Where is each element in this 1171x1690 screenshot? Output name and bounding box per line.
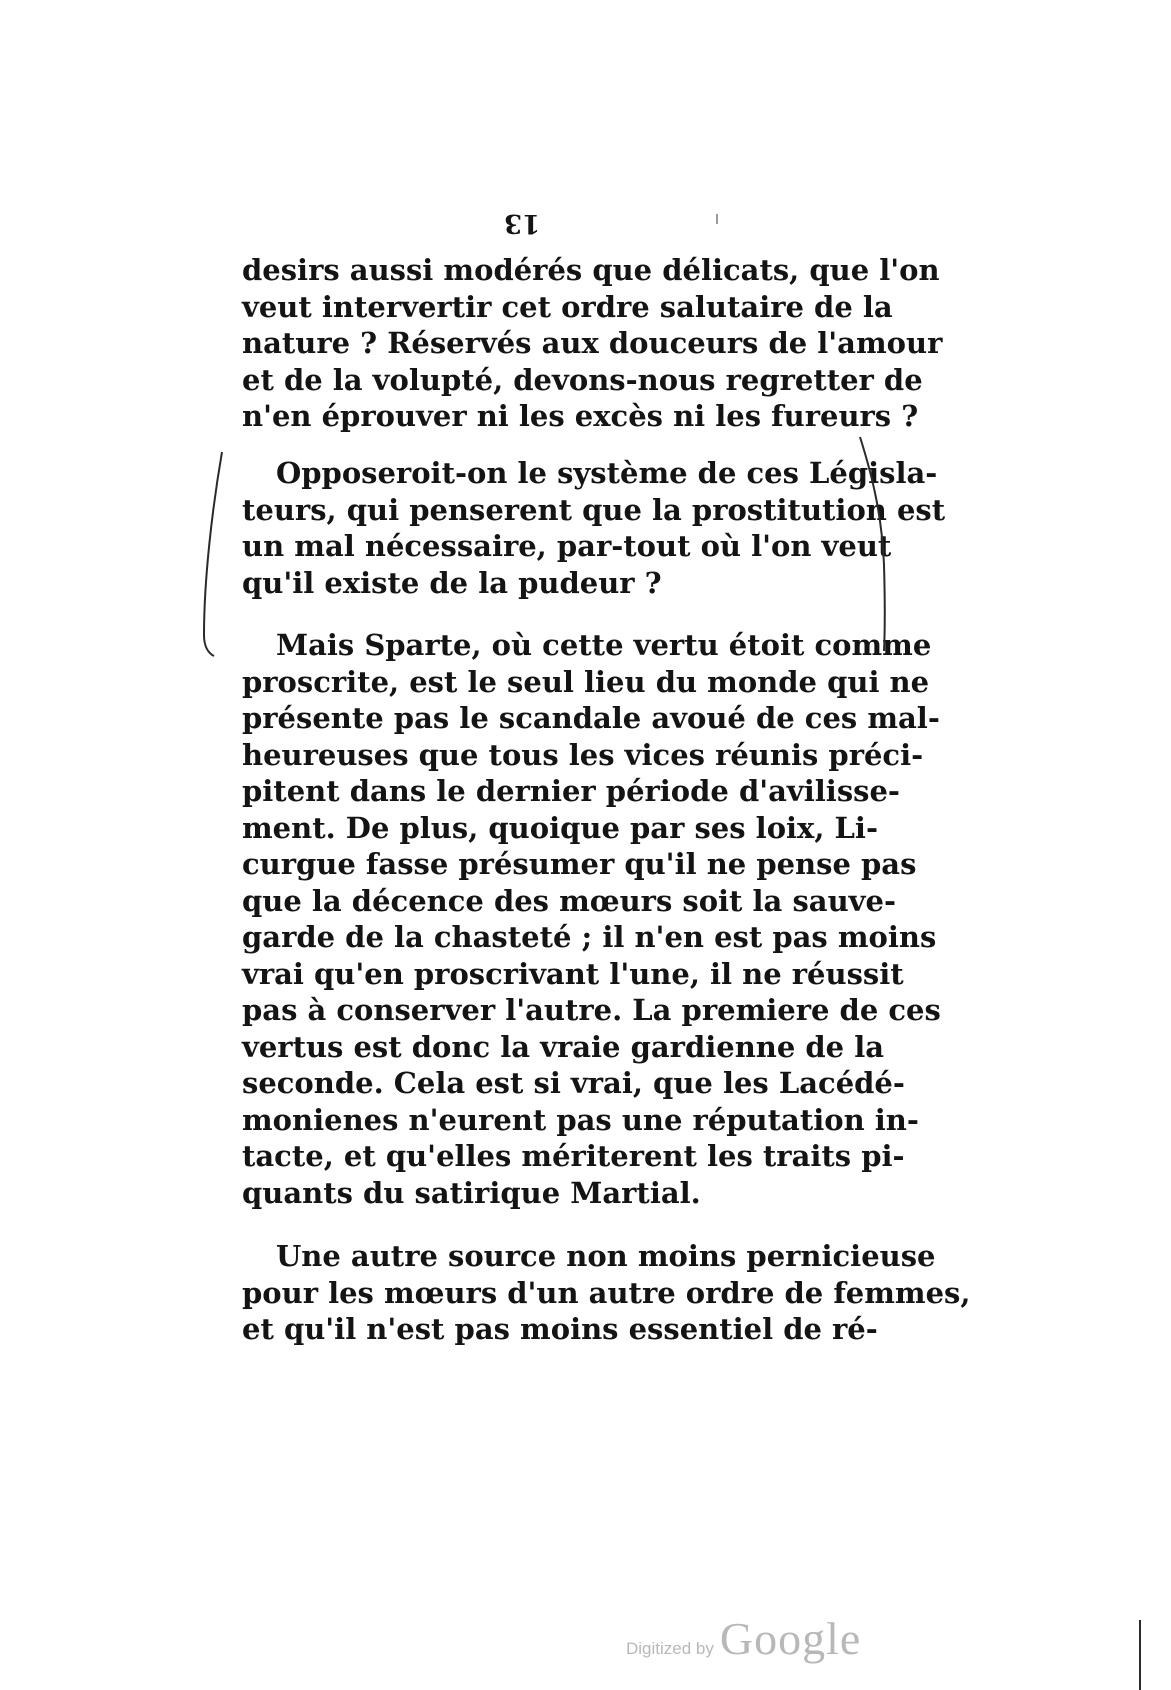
text-line: Opposeroit-on le système de ces Législa- [276, 456, 938, 490]
text-line: qu'il existe de la pudeur ? [242, 565, 662, 600]
text-line: un mal nécessaire, par-tout où l'on veut [242, 529, 892, 563]
text-line: Mais Sparte, où cette vertu étoit comme [276, 628, 932, 662]
text-line: quants du satirique Martial. [242, 1175, 701, 1210]
text-line: ment. De plus, quoique par ses loix, Li- [242, 810, 878, 845]
paragraph-3 [242, 627, 941, 1211]
digitized-by-watermark [626, 1612, 861, 1665]
text-line: et qu'il n'est pas moins essentiel de ré- [242, 1312, 878, 1346]
page-number: 13 [504, 208, 541, 238]
text-line: proscrite, est le seul lieu du monde qui ne [242, 664, 930, 699]
text-line: teurs, qui penserent que la prostitution est [242, 492, 946, 527]
text-line: desirs aussi modérés que délicats, que l'on [242, 253, 940, 287]
right-margin-bracket [858, 435, 888, 655]
text-line: Une autre source non moins pernicieuse [276, 1239, 936, 1273]
paragraph-2 [242, 455, 946, 601]
text-line: tacte, et qu'elles mériterent les traits pi- [242, 1139, 905, 1173]
text-line: seconde. Cela est si vrai, que les Lacédé- [242, 1066, 905, 1100]
text-line: présente pas le scandale avoué de ces mal- [242, 701, 940, 735]
paragraph-4 [242, 1238, 971, 1348]
text-line: et de la volupté, devons-nous regretter de [242, 362, 923, 397]
text-line: curgue fasse présumer qu'il ne pense pas [242, 847, 917, 881]
text-line: vrai qu'en proscrivant l'une, il ne réussit [242, 956, 904, 991]
text-line: pas à conserver l'autre. La premiere de ces [242, 993, 941, 1027]
text-line: n'en éprouver ni les excès ni les fureurs ? [242, 399, 919, 433]
print-speck [716, 214, 718, 224]
text-line: que la décence des mœurs soit la sauve- [242, 883, 896, 918]
digitized-by-text: Digitized by [626, 1639, 714, 1658]
left-margin-bracket [200, 450, 224, 660]
text-line: vertus est donc la vraie gardienne de la [242, 1029, 885, 1064]
text-line: pitent dans le dernier période d'avilisse- [242, 774, 900, 808]
paragraph-1 [242, 252, 943, 435]
text-line: nature ? Réservés aux douceurs de l'amour [242, 326, 943, 360]
scan-edge-line [1139, 1620, 1141, 1690]
text-line: veut intervertir cet ordre salutaire de la [242, 289, 893, 324]
text-line: heureuses que tous les vices réunis préci- [242, 737, 924, 772]
text-line: pour les mœurs d'un autre ordre de femmes, [242, 1275, 971, 1310]
google-logo: Google [719, 1613, 862, 1664]
text-line: monienes n'eurent pas une réputation in- [242, 1102, 919, 1137]
text-line: garde de la chasteté ; il n'en est pas moins [242, 920, 937, 954]
